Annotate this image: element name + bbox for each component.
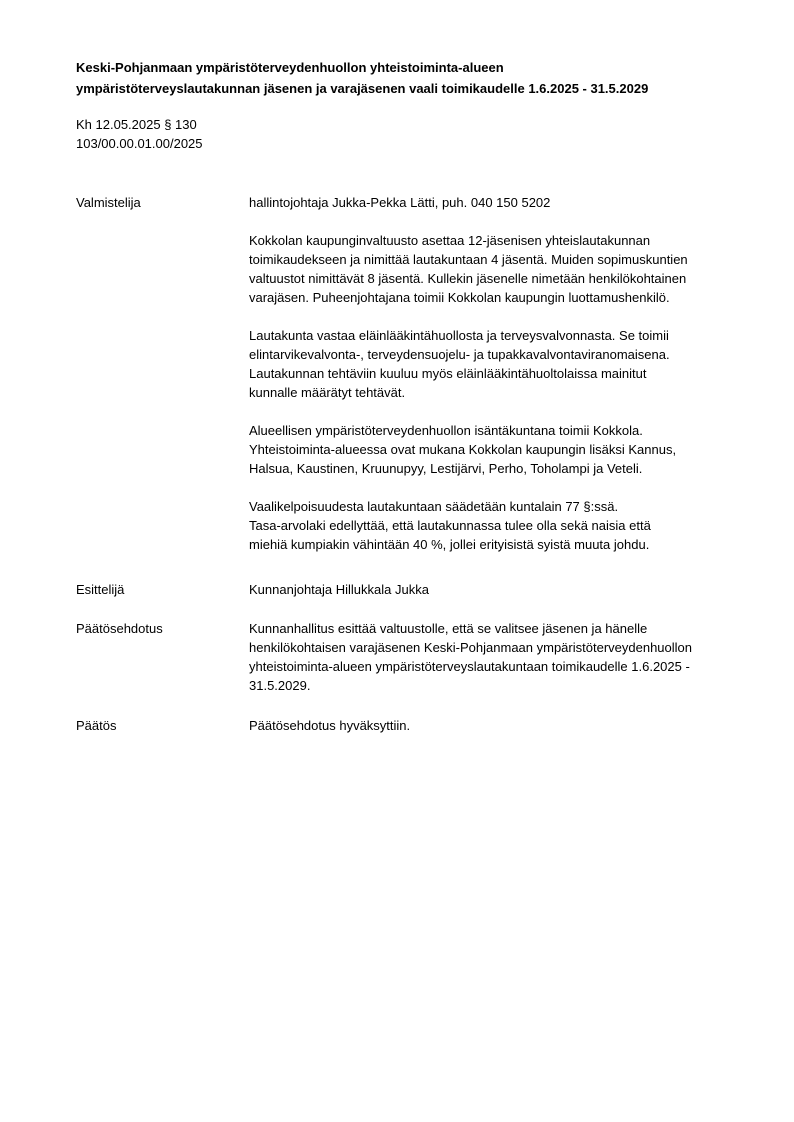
text-line: miehiä kumpiakin vähintään 40 %, jollei erityisistä syistä muuta johdu. bbox=[249, 537, 650, 552]
section-content bbox=[249, 619, 759, 695]
text-line: Halsua, Kaustinen, Kruunupyy, Lestijärvi, Perho, Toholampi ja Veteli. bbox=[249, 461, 643, 476]
text-line: Kokkolan kaupunginvaltuusto asettaa 12-jäsenisen yhteislautakunnan bbox=[249, 233, 651, 248]
text-line: Yhteistoiminta-alueessa ovat mukana Kokkolan kaupungin lisäksi Kannus, bbox=[249, 442, 677, 457]
record-number: 103/00.00.01.00/2025 bbox=[76, 136, 203, 151]
section-content bbox=[249, 716, 759, 735]
text-line: Lautakunnan tehtäviin kuuluu myös eläinlääkintähuoltolaissa mainitut bbox=[249, 366, 647, 381]
paragraph bbox=[249, 193, 759, 212]
text-line: valtuustot nimittävät 8 jäsentä. Kullekin jäsenelle nimetään henkilökohtainen bbox=[249, 271, 687, 286]
paragraph bbox=[249, 231, 759, 307]
text-line: henkilökohtaisen varajäsenen Keski-Pohjanmaan ympäristöterveydenhuollon bbox=[249, 640, 692, 655]
text-line: toimikaudekseen ja nimittää lautakuntaan 4 jäsentä. Muiden sopimuskuntien bbox=[249, 252, 688, 267]
text-line: varajäsen. Puheenjohtajana toimii Kokkolan kaupungin luottamushenkilö. bbox=[249, 290, 670, 305]
text-line: yhteistoiminta-alueen ympäristöterveyslautakuntaan toimikaudelle 1.6.2025 - bbox=[249, 659, 690, 674]
section-label: Päätös bbox=[76, 718, 117, 733]
paragraph bbox=[249, 619, 759, 695]
title-line-2: ympäristöterveyslautakunnan jäsenen ja varajäsenen vaali toimikaudelle 1.6.2025 - 31.5.2029 bbox=[76, 81, 649, 96]
text-line: Alueellisen ympäristöterveydenhuollon isäntäkuntana toimii Kokkola. bbox=[249, 423, 643, 438]
text-line: hallintojohtaja Jukka-Pekka Lätti, puh. 040 150 5202 bbox=[249, 195, 551, 210]
meeting-reference: Kh 12.05.2025 § 130 bbox=[76, 117, 197, 132]
text-line: elintarvikevalvonta-, terveydensuojelu- ja tupakkavalvontaviranomaisena. bbox=[249, 347, 670, 362]
paragraph bbox=[249, 580, 759, 599]
paragraph bbox=[249, 497, 759, 554]
section-label: Päätösehdotus bbox=[76, 621, 163, 636]
section-content bbox=[249, 580, 759, 599]
paragraph bbox=[249, 326, 759, 402]
section-label: Esittelijä bbox=[76, 582, 125, 597]
section-label: Valmistelija bbox=[76, 195, 141, 210]
paragraph bbox=[249, 716, 759, 735]
document-reference bbox=[76, 115, 203, 153]
text-line: Vaalikelpoisuudesta lautakuntaan säädetään kuntalain 77 §:ssä. bbox=[249, 499, 619, 514]
document-title bbox=[76, 57, 766, 99]
text-line: Kunnanhallitus esittää valtuustolle, että se valitsee jäsenen ja hänelle bbox=[249, 621, 648, 636]
title-line-1: Keski-Pohjanmaan ympäristöterveydenhuollon yhteistoiminta-alueen bbox=[76, 60, 504, 75]
text-line: kunnalle määrätyt tehtävät. bbox=[249, 385, 406, 400]
section-content bbox=[249, 193, 759, 554]
text-line: 31.5.2029. bbox=[249, 678, 311, 693]
paragraph bbox=[249, 421, 759, 478]
text-line: Päätösehdotus hyväksyttiin. bbox=[249, 718, 411, 733]
text-line: Tasa-arvolaki edellyttää, että lautakunnassa tulee olla sekä naisia että bbox=[249, 518, 651, 533]
text-line: Kunnanjohtaja Hillukkala Jukka bbox=[249, 582, 429, 597]
text-line: Lautakunta vastaa eläinlääkintähuollosta ja terveysvalvonnasta. Se toimii bbox=[249, 328, 669, 343]
